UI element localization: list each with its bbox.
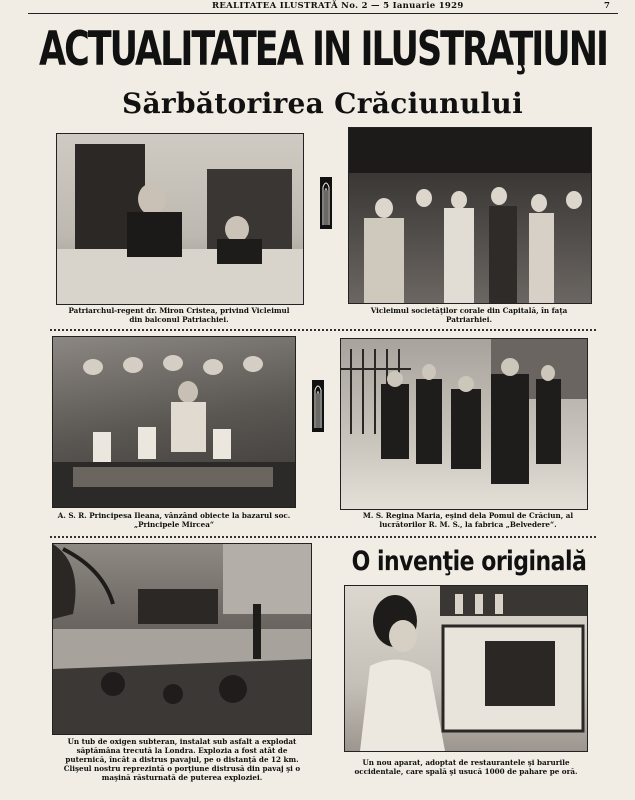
photo-patriarch-window	[56, 133, 304, 305]
photo-choral-societies	[348, 127, 592, 304]
caption-invention: Un nou aparat, adoptat de restaurantele şi barurile occidentale, care spală şi usucă 1000 de pahare pe oră.	[354, 758, 578, 776]
publication-line: REALITATEA ILUSTRATĂ No. 2 — 5 Ianuarie 1929	[212, 1, 464, 11]
section-divider	[50, 329, 596, 331]
page-title: ACTUALITATEA IN ILUSTRAŢIUNI	[38, 23, 608, 77]
caption-princess: A. S. R. Principesa Ileana, vânzând obiecte la bazarul soc. „Principele Mircea“	[57, 511, 291, 529]
photo-queen-maria	[340, 338, 588, 510]
caption-choral: Vicleimul societăţilor corale din Capitală, în faţa Patriarhiei.	[370, 306, 568, 324]
photo-glass-washer	[344, 585, 588, 752]
caption-explosion: Un tub de oxigen subteran, instalat sub asfalt a explodat săptămâna trecută la Londra. Explozia a fost atât de puternică, încât a distrus pavajul, pe o distanţă de 12 km. Clişeul nostru reprezintă o porţiune distrusă din pavaj şi o maşină răsturnată de puterea exploziei.	[63, 737, 301, 782]
section-divider	[50, 536, 596, 538]
art-deco-ornament	[320, 177, 332, 229]
art-deco-ornament	[312, 380, 324, 432]
photo-london-explosion	[52, 543, 312, 735]
invention-title: O invenţie originală	[351, 547, 587, 578]
page-subtitle: Sărbătorirea Crăciunului	[121, 87, 524, 120]
photo-princess-bazaar	[52, 336, 296, 508]
caption-patriarch: Patriarchul-regent dr. Miron Cristea, privind Vicleimul din balconul Patriachiei.	[68, 306, 290, 324]
caption-queen: M. S. Regina Maria, eşind dela Pomul de Crăciun, al lucrătorilor R. M. S., la fabrica „Belvedere“.	[362, 511, 574, 529]
page-number: 7	[604, 1, 611, 11]
